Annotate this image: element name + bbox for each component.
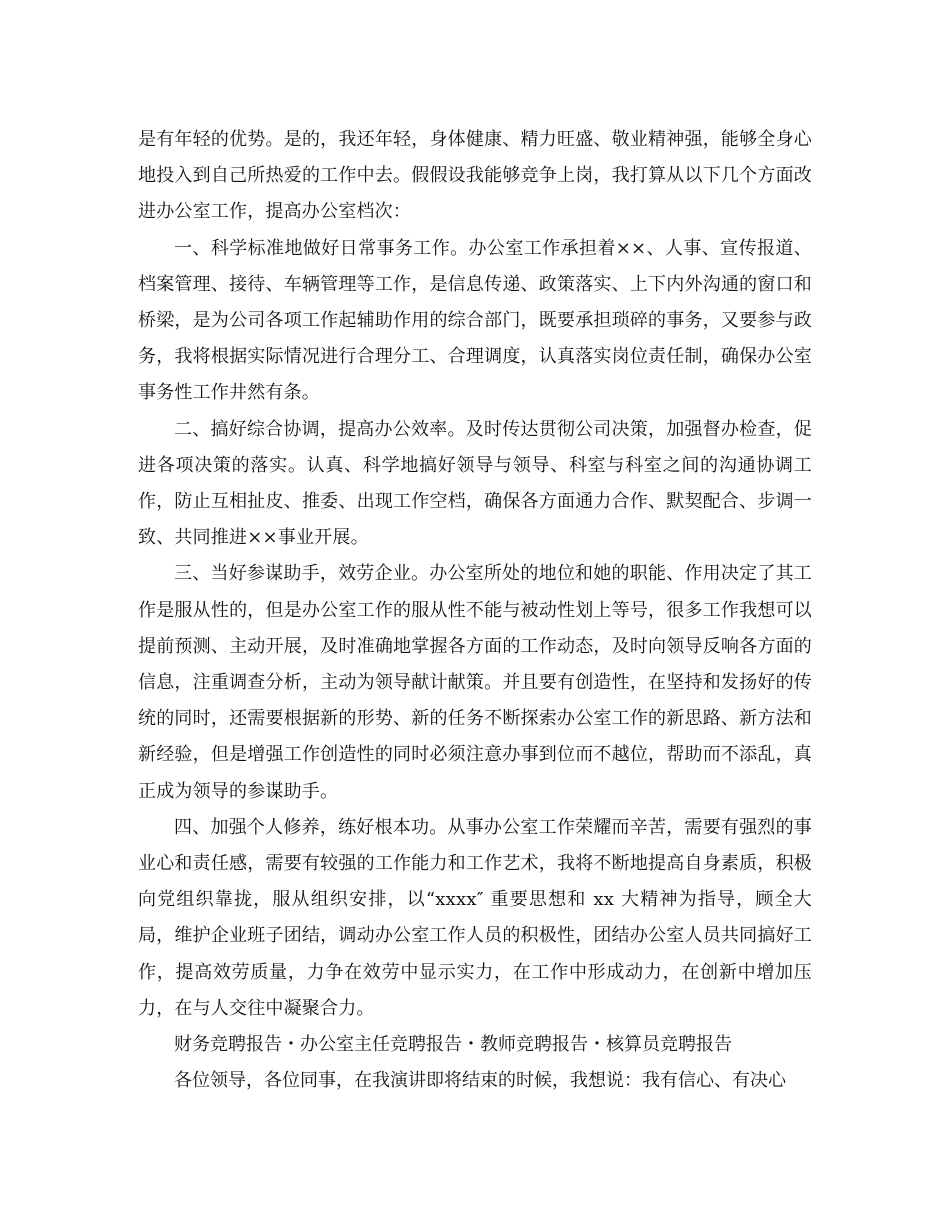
document-page <box>138 122 812 1099</box>
paragraph-point-two: 二、搞好综合协调，提高办公效率。及时传达贯彻公司决策，加强督办检查，促进各项决策的落实。认真、科学地搞好领导与领导、科室与科室之间的沟通协调工作，防止互相扯皮、推委、出现工作空档，确保各方面通力合作、默契配合、步调一致、共同推进××事业开展。 <box>138 418 812 549</box>
paragraph-point-one: 一、科学标准地做好日常事务工作。办公室工作承担着××、人事、宣传报道、档案管理、接待、车辆管理等工作，是信息传递、政策落实、上下内外沟通的窗口和桥梁，是为公司各项工作起辅助作用的综合部门，既要承担琐碎的事务，又要参与政务，我将根据实际情况进行合理分工、合理调度，认真落实岗位责任制，确保办公室事务性工作井然有条。 <box>138 237 812 404</box>
paragraph-point-three: 三、当好参谋助手，效劳企业。办公室所处的地位和她的职能、作用决定了其工作是服从性的，但是办公室工作的服从性不能与被动性划上等号，很多工作我想可以提前预测、主动开展，及时准确地掌握各方面的工作动态，及时向领导反响各方面的信息，注重调查分析，主动为领导献计献策。并且要有创造性，在坚持和发扬好的传统的同时，还需要根据新的形势、新的任务不断探索办公室工作的新思路、新方法和新经验，但是增强工作创造性的同时必须注意办事到位而不越位，帮助而不添乱，真正成为领导的参谋助手。 <box>138 563 812 802</box>
related-reports-links[interactable]: 财务竞聘报告・办公室主任竞聘报告・教师竞聘报告・核算员竞聘报告 <box>174 1034 732 1056</box>
paragraph-closing: 各位领导，各位同事，在我演讲即将结束的时候，我想说：我有信心、有决心 <box>174 1070 786 1092</box>
paragraph-intro-continuation: 是有年轻的优势。是的，我还年轻，身体健康、精力旺盛、敬业精神强，能够全身心地投入到自己所热爱的工作中去。假假设我能够竞争上岗，我打算从以下几个方面改进办公室工作，提高办公室档次： <box>138 129 812 223</box>
paragraph-point-four: 四、加强个人修养，练好根本功。从事办公室工作荣耀而辛苦，需要有强烈的事业心和责任感，需要有较强的工作能力和工作艺术，我将不断地提高自身素质，积极向党组织靠拢，服从组织安排，以“xxxx″ 重要思想和 xx 大精神为指导，顾全大局，维护企业班子团结，调动办公室工作人员的积极性，团结办公室人员共同搞好工作，提高效劳质量，力争在效劳中显示实力，在工作中形成动力，在创新中增加压力，在与人交往中凝聚合力。 <box>138 816 812 1019</box>
